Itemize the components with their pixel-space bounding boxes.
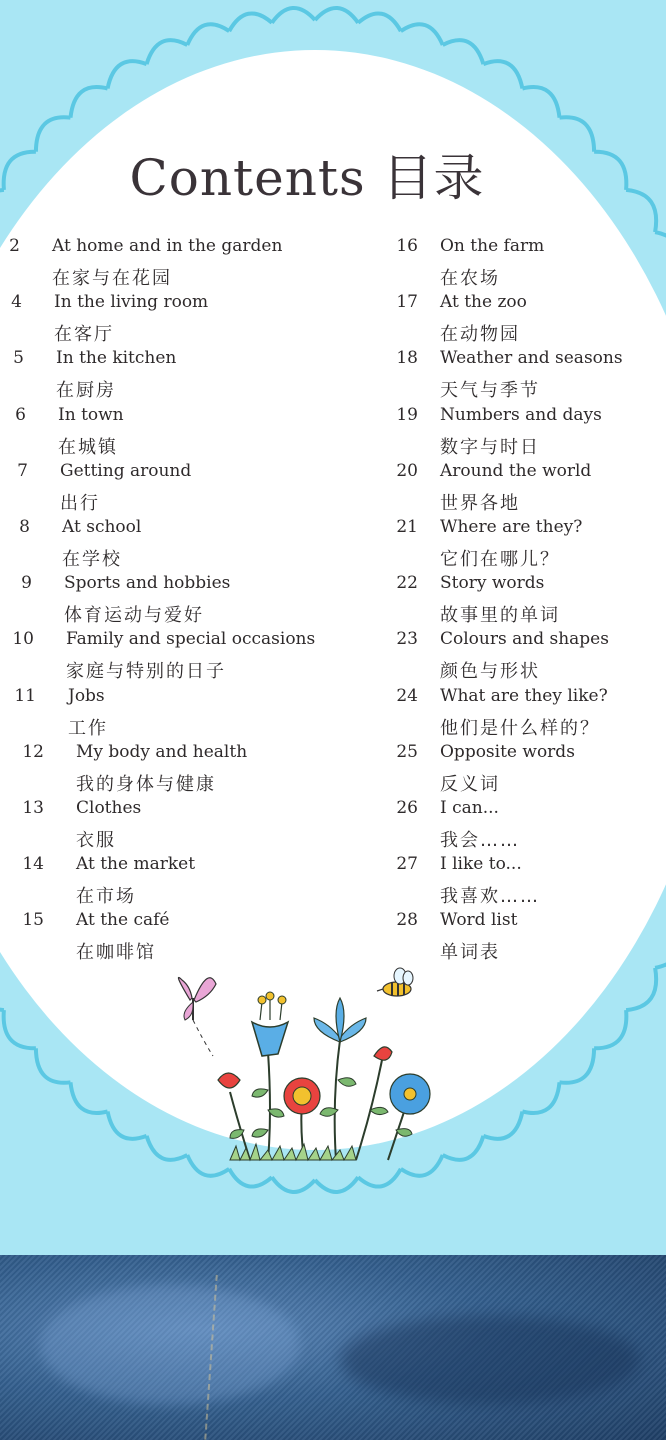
entry-title-chinese: 在城镇 xyxy=(58,436,118,458)
page-number: 23 xyxy=(396,629,418,650)
entry-title-english: At home and in the garden xyxy=(52,236,283,256)
entry-title-chinese: 故事里的单词 xyxy=(440,605,560,627)
entry-title-chinese: 数字与时日 xyxy=(440,436,540,458)
entry-title-chinese: 我喜欢…… xyxy=(440,886,540,908)
page-number: 22 xyxy=(396,573,418,594)
entry-title-chinese: 家庭与特别的日子 xyxy=(66,661,226,683)
page-number: 2 xyxy=(9,236,20,256)
entry-title-chinese: 在客厅 xyxy=(54,324,114,346)
page-number: 9 xyxy=(21,573,32,594)
entry-title-chinese: 反义词 xyxy=(440,773,500,795)
blue-lily-icon xyxy=(314,998,366,1042)
page-title: Contents 目录 xyxy=(129,149,485,207)
entry-title-english: Clothes xyxy=(76,798,142,818)
entry-title-english: Family and special occasions xyxy=(66,629,316,650)
entry-title-english: In the living room xyxy=(54,292,209,313)
entry-title-english: At school xyxy=(62,517,142,537)
entry-title-english: Around the world xyxy=(440,460,592,481)
entry-title-english: In the kitchen xyxy=(56,348,177,369)
entry-title-english: Word list xyxy=(440,910,518,931)
entry-title-chinese: 在厨房 xyxy=(56,380,116,402)
entry-title-chinese: 单词表 xyxy=(440,942,500,964)
entry-title-english: I can... xyxy=(440,798,499,818)
entry-title-chinese: 工作 xyxy=(68,717,108,739)
page-number: 18 xyxy=(396,348,418,369)
page-number: 21 xyxy=(396,517,418,537)
page-number: 5 xyxy=(13,348,24,369)
entry-title-chinese: 我会…… xyxy=(440,830,520,851)
entry-title-english: Weather and seasons xyxy=(440,348,623,369)
entry-title-chinese: 在学校 xyxy=(62,549,122,570)
entry-title-chinese: 在动物园 xyxy=(440,324,520,346)
entry-title-chinese: 它们在哪儿？ xyxy=(440,549,560,570)
page-number: 8 xyxy=(19,517,30,537)
page-number: 20 xyxy=(396,460,418,481)
page-number: 28 xyxy=(396,910,418,931)
page-number: 12 xyxy=(22,741,44,762)
red-bud-icon xyxy=(374,1047,392,1060)
entry-title-english: Colours and shapes xyxy=(440,629,609,650)
entry-title-chinese: 在农场 xyxy=(440,268,500,289)
red-flower-icon xyxy=(284,1078,320,1114)
entry-title-chinese: 世界各地 xyxy=(440,492,520,514)
flowers-illustration xyxy=(160,960,460,1170)
entry-title-chinese: 在咖啡馆 xyxy=(76,942,156,964)
entry-title-english: Sports and hobbies xyxy=(64,573,231,594)
jeans-background xyxy=(0,1255,666,1440)
page-number: 11 xyxy=(14,685,36,706)
entry-title-english: In town xyxy=(58,404,124,425)
entry-title-chinese: 衣服 xyxy=(76,830,116,851)
entry-title-english: Opposite words xyxy=(440,741,575,762)
page-number: 14 xyxy=(22,854,44,875)
entry-title-english: Numbers and days xyxy=(440,404,602,425)
page-number: 10 xyxy=(12,629,34,650)
entry-title-english: Jobs xyxy=(68,685,105,706)
page-number: 25 xyxy=(396,741,418,762)
entry-title-chinese: 在市场 xyxy=(76,886,136,908)
entry-title-chinese: 他们是什么样的？ xyxy=(440,717,600,739)
page-number: 26 xyxy=(396,798,418,818)
entry-title-english: I like to... xyxy=(440,854,522,875)
page-number: 15 xyxy=(22,910,44,931)
entry-title-english: At the zoo xyxy=(440,292,527,313)
entry-title-english: Getting around xyxy=(60,460,192,481)
page-number: 17 xyxy=(396,292,418,313)
entry-title-english: What are they like? xyxy=(440,685,608,706)
page-number: 7 xyxy=(17,460,28,481)
butterfly-icon xyxy=(178,978,216,1057)
entry-title-english: Where are they? xyxy=(440,517,583,537)
blue-daisy-icon xyxy=(390,1074,430,1114)
entry-title-chinese: 我的身体与健康 xyxy=(76,773,216,795)
blue-tulip-icon xyxy=(252,992,288,1056)
page-number: 6 xyxy=(15,404,26,425)
red-bud-icon xyxy=(218,1073,240,1088)
entry-title-chinese: 出行 xyxy=(60,492,100,514)
page-number: 19 xyxy=(396,404,418,425)
page-number: 24 xyxy=(396,685,418,706)
page-number: 13 xyxy=(22,798,44,818)
bee-icon xyxy=(377,968,413,996)
entry-title-chinese: 在家与在花园 xyxy=(52,268,172,289)
page-number: 16 xyxy=(396,236,418,256)
entry-title-english: At the café xyxy=(76,910,170,931)
entry-title-english: My body and health xyxy=(76,741,248,762)
entry-title-chinese: 天气与季节 xyxy=(440,380,540,402)
entry-title-english: Story words xyxy=(440,573,545,594)
entry-title-chinese: 颜色与形状 xyxy=(440,661,540,683)
page-number: 27 xyxy=(396,854,418,875)
entry-title-english: On the farm xyxy=(440,236,545,256)
entry-title-chinese: 体育运动与爱好 xyxy=(64,605,204,627)
entry-title-english: At the market xyxy=(76,854,196,875)
page-number: 4 xyxy=(11,292,22,313)
